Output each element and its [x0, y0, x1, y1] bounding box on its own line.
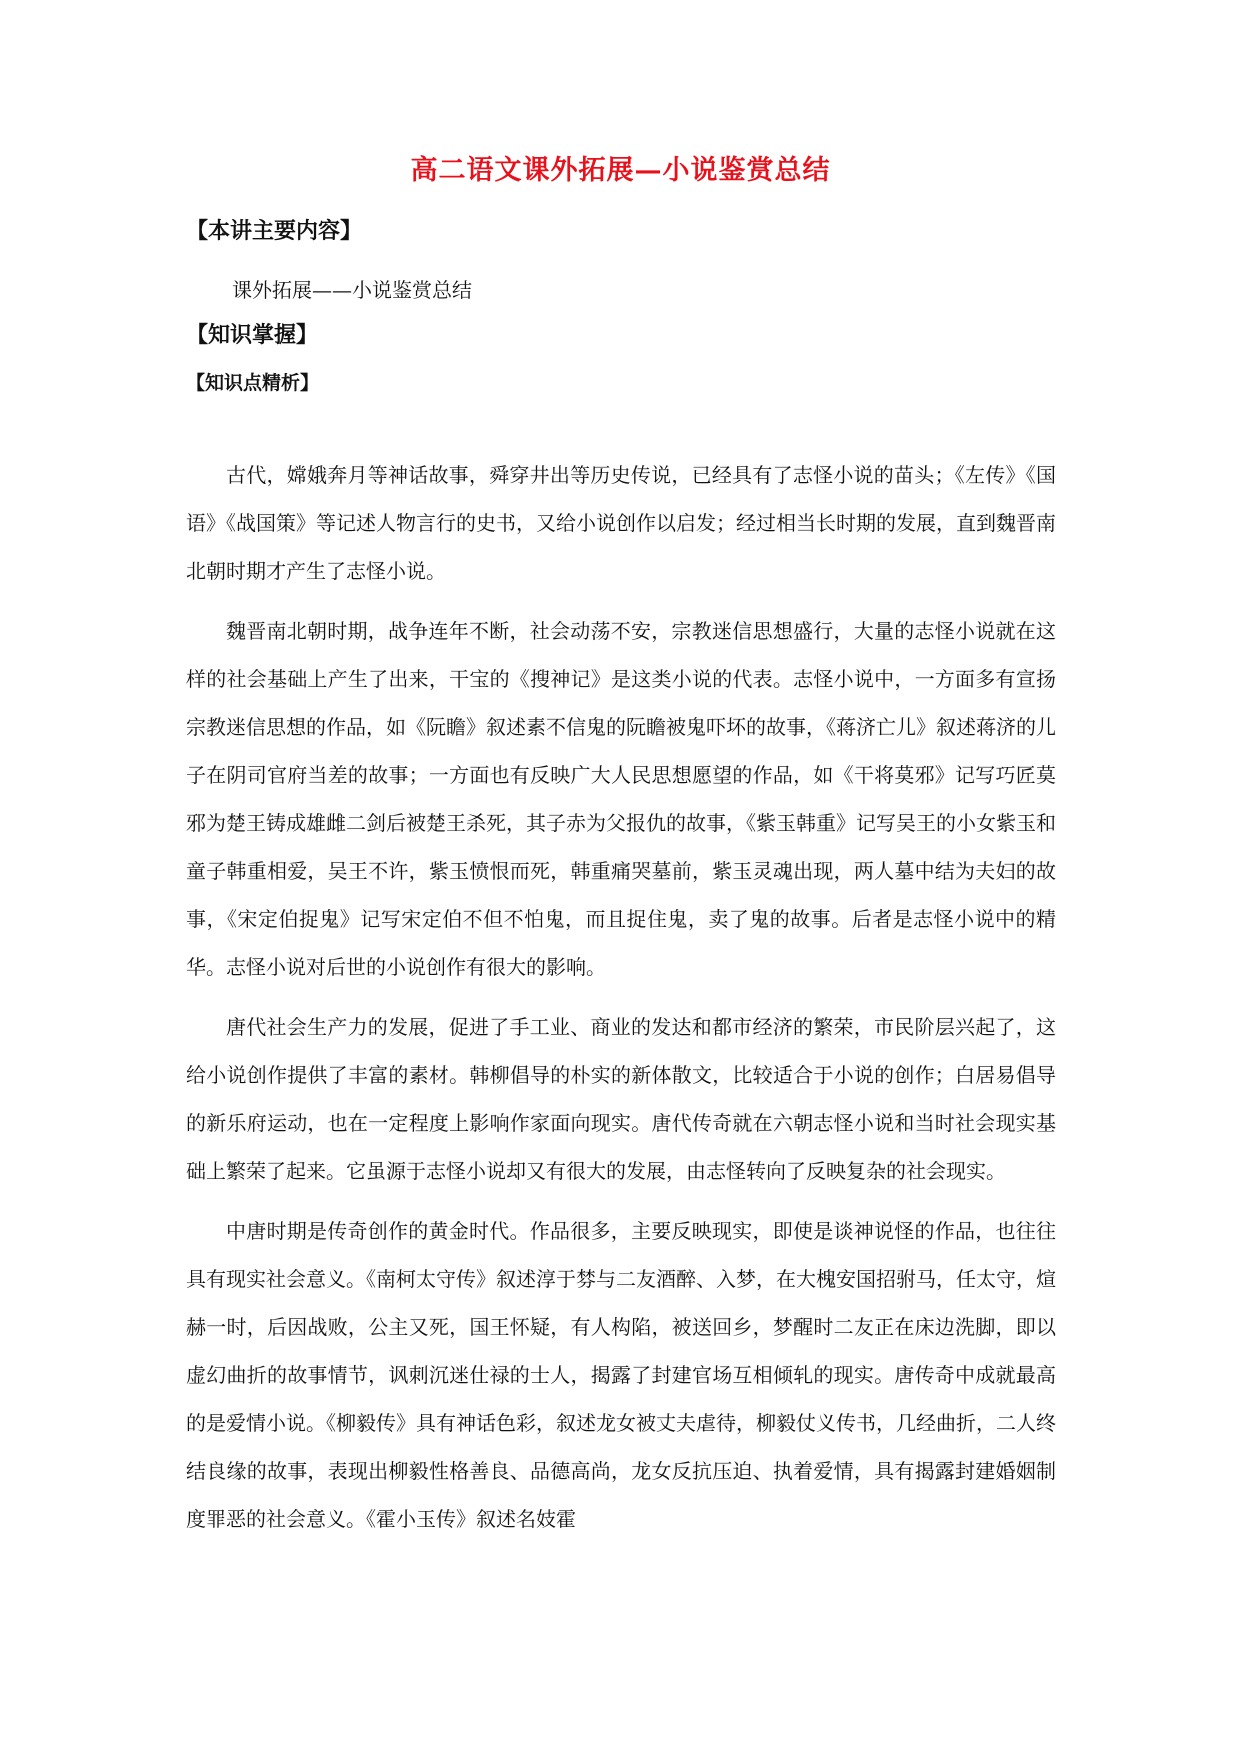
- section-heading-main-content: 【本讲主要内容】: [186, 219, 363, 244]
- document-title: 高二语文课外拓展—小说鉴赏总结: [410, 155, 831, 186]
- paragraph-mid-tang-chuanqi: 中唐时期是传奇创作的黄金时代。作品很多，主要反映现实，即使是谈神说怪的作品，也往往具有现实社会意义。《南柯太守传》叙述淳于棼与二友酒醉、入梦，在大槐安国招驸马，任太守，煊赫一时，后因战败，公主又死，国王怀疑，有人构陷，被送回乡，梦醒时二友正在床边洗脚，即以虚幻曲折的故事情节，讽刺沉迷仕禄的士人，揭露了封建官场互相倾轧的现实。唐传奇中成就最高的是爱情小说。《柳毅传》具有神话色彩，叙述龙女被丈夫虐待，柳毅仗义传书，几经曲折，二人终结良缘的故事，表现出柳毅性格善良、品德高尚，龙女反抗压迫、执着爱情，具有揭露封建婚姻制度罪恶的社会意义。《霍小玉传》叙述名妓霍: [186, 1219, 1056, 1531]
- paragraph-ancient-origins: 古代，嫦娥奔月等神话故事，舜穿井出等历史传说，已经具有了志怪小说的苗头；《左传》《国语》《战国策》等记述人物言行的史书，又给小说创作以启发；经过相当长时期的发展，直到魏晋南北朝时期才产生了志怪小说。: [186, 463, 1056, 583]
- section-heading-knowledge: 【知识掌握】: [186, 323, 319, 348]
- subsection-heading-analysis: 【知识点精析】: [186, 372, 320, 394]
- body-text: [186, 451, 1056, 1555]
- paragraph-tang-society: 唐代社会生产力的发展，促进了手工业、商业的发达和都市经济的繁荣，市民阶层兴起了，这给小说创作提供了丰富的素材。韩柳倡导的朴实的新体散文，比较适合于小说的创作；白居易倡导的新乐府运动，也在一定程度上影响作家面向现实。唐代传奇就在六朝志怪小说和当时社会现实基础上繁荣了起来。它虽源于志怪小说却又有很大的发展，由志怪转向了反映复杂的社会现实。: [186, 1015, 1056, 1183]
- intro-text: 课外拓展——小说鉴赏总结: [232, 278, 472, 302]
- paragraph-wei-jin-zhiguai: 魏晋南北朝时期，战争连年不断，社会动荡不安，宗教迷信思想盛行，大量的志怪小说就在这样的社会基础上产生了出来，干宝的《搜神记》是这类小说的代表。志怪小说中，一方面多有宣扬宗教迷信思想的作品，如《阮瞻》叙述素不信鬼的阮瞻被鬼吓坏的故事，《蒋济亡儿》叙述蒋济的儿子在阴司官府当差的故事；一方面也有反映广大人民思想愿望的作品，如《干将莫邪》记写巧匠莫邪为楚王铸成雄雌二剑后被楚王杀死，其子赤为父报仇的故事，《紫玉韩重》记写吴王的小女紫玉和童子韩重相爱，吴王不许，紫玉愤恨而死，韩重痛哭墓前，紫玉灵魂出现，两人墓中结为夫妇的故事，《宋定伯捉鬼》记写宋定伯不但不怕鬼，而且捉住鬼，卖了鬼的故事。后者是志怪小说中的精华。志怪小说对后世的小说创作有很大的影响。: [186, 619, 1056, 979]
